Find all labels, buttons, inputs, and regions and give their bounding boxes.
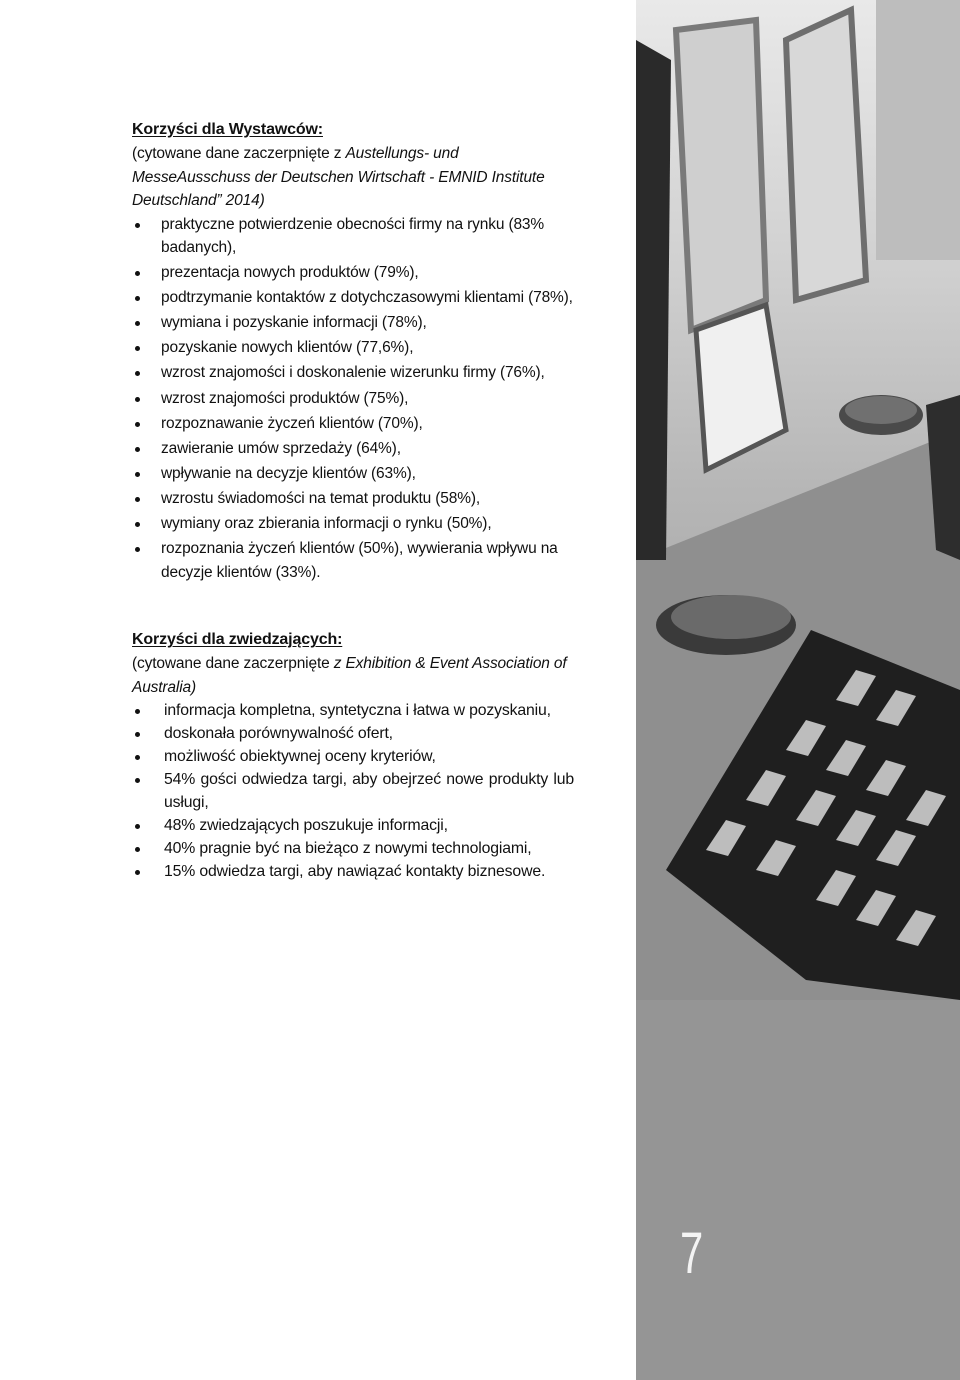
exhibitors-source-title: Austellungs- und MesseAusschuss der Deutschen Wirtschaft - EMNID Institute Deutschland” 2014) bbox=[132, 145, 545, 209]
list-item: pozyskanie nowych klientów (77,6%), bbox=[132, 336, 574, 360]
list-item: wzrost znajomości produktów (75%), bbox=[132, 387, 574, 411]
list-item: 48% zwiedzających poszukuje informacji, bbox=[132, 814, 574, 837]
visitors-section bbox=[132, 628, 574, 883]
exhibitors-heading: Korzyści dla Wystawców: bbox=[132, 121, 323, 138]
visitors-benefits-list bbox=[132, 699, 574, 883]
list-item: wymiana i pozyskanie informacji (78%), bbox=[132, 311, 574, 335]
exhibitors-section bbox=[132, 118, 574, 584]
list-item: wzrostu świadomości na temat produktu (58%), bbox=[132, 487, 574, 511]
page-number: 7 bbox=[680, 1221, 704, 1286]
list-item: rozpoznania życzeń klientów (50%), wywierania wpływu na decyzje klientów (33%). bbox=[132, 537, 574, 584]
list-item: doskonała porównywalność ofert, bbox=[132, 722, 574, 745]
list-item: wzrost znajomości i doskonalenie wizerunku firmy (76%), bbox=[132, 361, 574, 385]
office-computers-photo bbox=[636, 0, 960, 1380]
exhibitors-source bbox=[132, 142, 574, 213]
list-item: praktyczne potwierdzenie obecności firmy na rynku (83% badanych), bbox=[132, 213, 574, 260]
list-item: wymiany oraz zbierania informacji o rynku (50%), bbox=[132, 512, 574, 536]
visitors-source bbox=[132, 652, 574, 699]
list-item: 40% pragnie być na bieżąco z nowymi technologiami, bbox=[132, 837, 574, 860]
visitors-heading: Korzyści dla zwiedzających: bbox=[132, 631, 343, 649]
list-item: podtrzymanie kontaktów z dotychczasowymi klientami (78%), bbox=[132, 286, 574, 310]
visitors-source-prefix: (cytowane dane zaczerpnięte bbox=[132, 655, 334, 673]
list-item: 54% gości odwiedza targi, aby obejrzeć nowe produkty lub usługi, bbox=[132, 768, 574, 814]
list-item: wpływanie na decyzje klientów (63%), bbox=[132, 462, 574, 486]
exhibitors-source-prefix: (cytowane dane zaczerpnięte z bbox=[132, 145, 346, 162]
list-item: prezentacja nowych produktów (79%), bbox=[132, 261, 574, 285]
visitors-source-title: z Exhibition & Event Association of Australia) bbox=[132, 655, 567, 696]
list-item: zawieranie umów sprzedaży (64%), bbox=[132, 437, 574, 461]
main-text-column bbox=[132, 118, 574, 883]
list-item: 15% odwiedza targi, aby nawiązać kontakty biznesowe. bbox=[132, 860, 574, 883]
exhibitors-benefits-list bbox=[132, 213, 574, 585]
list-item: rozpoznawanie życzeń klientów (70%), bbox=[132, 412, 574, 436]
photo-illustration bbox=[636, 0, 960, 1380]
list-item: informacja kompletna, syntetyczna i łatwa w pozyskaniu, bbox=[132, 699, 574, 722]
list-item: możliwość obiektywnej oceny kryteriów, bbox=[132, 745, 574, 768]
